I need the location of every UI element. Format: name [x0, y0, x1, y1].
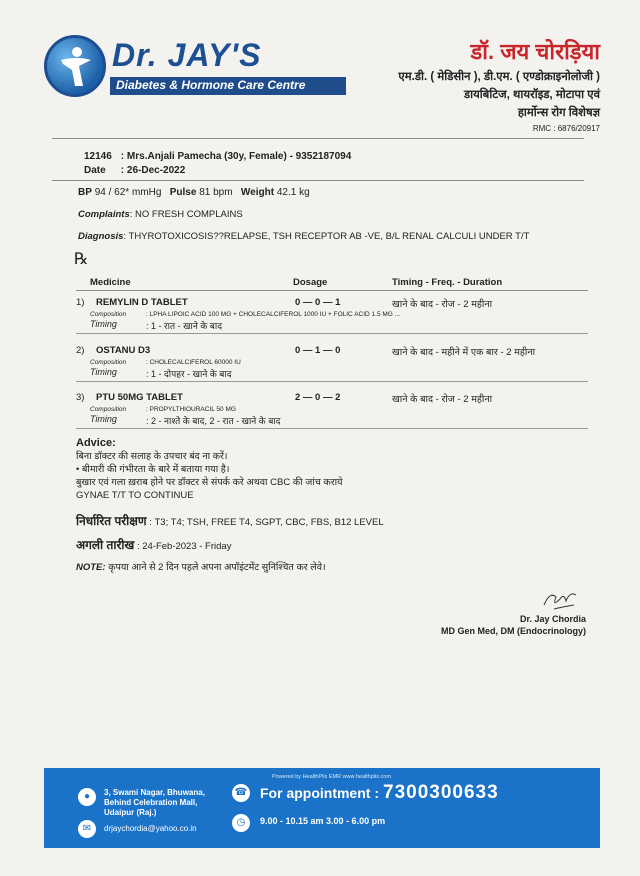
qualification-line-3: हार्मोन्स रोग विशेषज्ञ: [517, 107, 600, 119]
doctor-name-hindi: डॉ. जय चोरड़िया: [470, 39, 600, 64]
composition-label: Composition: [90, 406, 127, 413]
timing-value: : 1 - रात - खाने के बाद: [146, 321, 222, 331]
note: [76, 560, 326, 573]
timing-value: : 1 - दोपहर - खाने के बाद: [146, 369, 232, 379]
location-pin-icon: ●: [78, 788, 96, 806]
address-line: 3, Swami Nagar, Bhuwana,: [104, 788, 205, 797]
advice-heading: Advice:: [76, 437, 116, 449]
diagnosis: [78, 231, 529, 242]
appointment-phone[interactable]: 7300300633: [383, 782, 499, 803]
medicine-dosage: 0 — 1 — 0: [295, 345, 341, 356]
prescribed-tests: [76, 512, 384, 529]
timing-value: : 2 - नाश्ते के बाद, 2 - रात - खाने के बाद: [146, 416, 281, 426]
medicine-frequency: खाने के बाद - रोज - 2 महीना: [392, 299, 493, 310]
clinic-address: [104, 788, 205, 818]
patient-name: Mrs.Anjali Pamecha (30y, Female) - 9352187094: [126, 151, 352, 162]
footer-banner: [44, 768, 600, 848]
medicine-name: PTU 50MG TABLET: [96, 392, 183, 403]
divider: [52, 138, 584, 139]
date-label: Date: [84, 165, 106, 176]
pulse-value: 81 bpm: [199, 187, 233, 198]
timing-label: Timing: [90, 319, 117, 329]
pulse-label: Pulse: [169, 187, 197, 198]
advice-section: [76, 437, 343, 502]
visit-date: : 26-Dec-2022: [120, 165, 186, 176]
medicine-number: 3): [76, 392, 85, 403]
col-medicine: Medicine: [90, 277, 131, 288]
medicine-number: 1): [76, 297, 85, 308]
signature-block: [441, 587, 586, 637]
medicine-dosage: 2 — 0 — 2: [295, 392, 341, 403]
row-divider: [76, 428, 588, 429]
advice-line: • बीमारी की गंभीरता के बारे में बताया गया है।: [76, 464, 230, 475]
patient-id: 12146: [84, 151, 112, 162]
composition-value: : CHOLECALCIFEROL 60000 IU: [146, 359, 241, 366]
tests-value: : T3; T4; TSH, FREE T4, SGPT, CBC, FBS, B12 LEVEL: [149, 517, 384, 528]
phone-icon: ☎: [232, 784, 250, 802]
advice-line: GYNAE T/T TO CONTINUE: [76, 490, 194, 501]
qualification-line-1: एम.डी. ( मेडिसीन ), डी.एम. ( एण्डोक्राइनोलोजी ): [398, 71, 600, 83]
logo-name: Dr. JAY'S: [112, 37, 262, 73]
note-value: कृपया आने से 2 दिन पहले अपना अपॉइंटमेंट सुनिश्चित कर लेवे।: [105, 562, 326, 573]
clock-icon: ◷: [232, 814, 250, 832]
medicine-frequency: खाने के बाद - रोज - 2 महीना: [392, 394, 493, 405]
signature-icon: [540, 587, 580, 611]
clinic-logo: [44, 35, 314, 97]
col-timing: Timing - Freq. - Duration: [392, 277, 503, 288]
medicine-name: REMYLIN D TABLET: [96, 297, 188, 308]
logo-tagline: Diabetes & Hormone Care Centre: [110, 77, 346, 95]
address-line: Behind Celebration Mall,: [104, 798, 198, 807]
note-label: NOTE:: [76, 562, 106, 573]
rmc-number: RMC : 6876/20917: [532, 124, 600, 133]
powered-by: Powered by HealthPlix EMR www.healthplix.com: [272, 774, 391, 780]
advice-line: बिना डॉक्टर की सलाह के उपचार बंद ना करें।: [76, 451, 228, 462]
diagnosis-value: : THYROTOXICOSIS??RELAPSE, TSH RECEPTOR AB -VE, B/L RENAL CALCULI UNDER T/T: [123, 231, 530, 242]
patient-line: [84, 151, 351, 162]
complaints-value: : NO FRESH COMPLAINS: [129, 209, 243, 220]
logo-emblem-icon: [44, 35, 106, 97]
qualification-line-2: डायबिटिज, थायरॉइड, मोटापा एवं: [464, 89, 600, 101]
date-line: [84, 165, 185, 176]
row-divider: [76, 333, 588, 334]
clinic-email[interactable]: drjaychordia@yahoo.co.in: [104, 824, 197, 833]
medicine-number: 2): [76, 345, 85, 356]
doctor-signature-name: Dr. Jay Chordia: [519, 614, 586, 624]
email-icon: ✉: [78, 820, 96, 838]
doctor-header: [340, 36, 600, 133]
clinic-hours: 9.00 - 10.15 am 3.00 - 6.00 pm: [260, 816, 386, 826]
col-dosage: Dosage: [293, 277, 328, 288]
doctor-signature-degree: MD Gen Med, DM (Endocrinology): [441, 626, 586, 636]
timing-label: Timing: [90, 367, 117, 377]
complaints: [78, 209, 243, 220]
rx-symbol: ℞: [74, 249, 89, 268]
composition-value: : PROPYLTHIOURACIL 50 MG: [146, 406, 236, 413]
next-date-label: अगली तारीख: [76, 538, 135, 552]
composition-label: Composition: [90, 311, 127, 318]
timing-label: Timing: [90, 414, 117, 424]
tests-label: निर्धारित परीक्षण: [76, 514, 147, 528]
divider: [52, 180, 584, 181]
patient-name-sep: :: [120, 151, 125, 162]
bp-label: BP: [78, 187, 92, 198]
divider: [76, 290, 588, 291]
bp-value: 94 / 62* mmHg: [94, 187, 162, 198]
medicine-name: OSTANU D3: [96, 345, 151, 356]
complaints-label: Complaints: [78, 209, 130, 220]
weight-value: 42.1 kg: [276, 187, 310, 198]
medicine-dosage: 0 — 0 — 1: [295, 297, 341, 308]
composition-value: : LPHA LIPOIC ACID 100 MG + CHOLECALCIFEROL 1000 IU + FOLIC ACID 1.5 MG ...: [146, 311, 401, 318]
weight-label: Weight: [240, 187, 275, 198]
row-divider: [76, 381, 588, 382]
next-date-value: : 24-Feb-2023 - Friday: [136, 541, 232, 552]
medicine-frequency: खाने के बाद - महीने में एक बार - 2 महीना: [392, 347, 536, 358]
vitals: [78, 187, 310, 198]
appointment-label: For appointment :: [260, 785, 379, 801]
advice-line: बुखार एवं गला ख़राब होने पर डॉक्टर से संपर्क करे अथवा CBC की जांच कराये: [76, 477, 343, 488]
next-visit: [76, 536, 231, 553]
diagnosis-label: Diagnosis: [78, 231, 124, 242]
appointment-line: [260, 782, 499, 804]
address-line: Udaipur (Raj.): [104, 808, 157, 817]
composition-label: Composition: [90, 359, 127, 366]
